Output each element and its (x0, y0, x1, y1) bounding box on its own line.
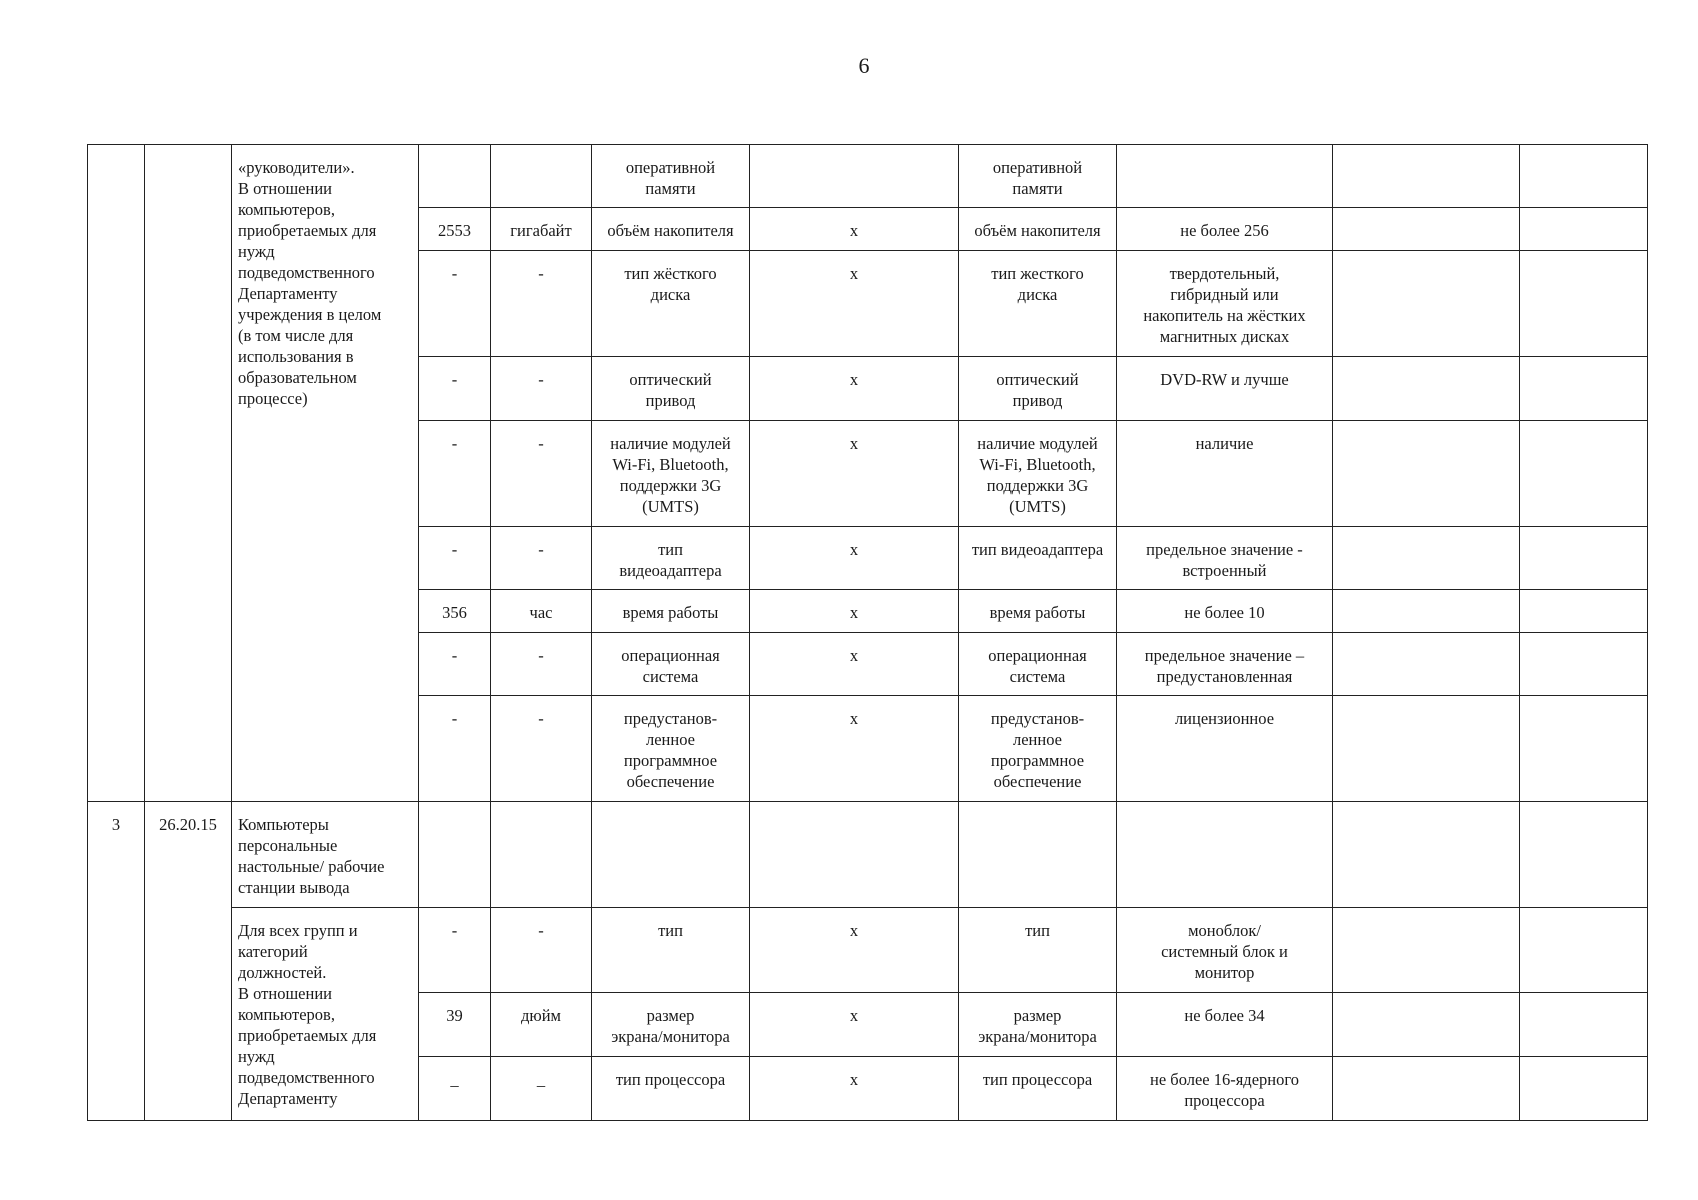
characteristic2-cell: объём накопителя (959, 208, 1117, 251)
empty-cell (1333, 590, 1520, 633)
unit-cell: - (491, 908, 592, 993)
value-cell: x (750, 633, 959, 696)
empty-cell (1520, 696, 1648, 802)
code-cell: 356 (419, 590, 491, 633)
okpd-cell (145, 145, 232, 802)
value2-cell: предельное значение - встроенный (1117, 527, 1333, 590)
characteristic2-cell: оперативной памяти (959, 145, 1117, 208)
characteristic-cell: тип процессора (592, 1057, 750, 1121)
name-cell: Компьютеры персональные настольные/ рабочие станции вывода (232, 802, 419, 908)
value-cell (750, 145, 959, 208)
unit-cell: - (491, 527, 592, 590)
empty-cell (1333, 208, 1520, 251)
characteristic-cell: объём накопителя (592, 208, 750, 251)
empty-cell (1520, 208, 1648, 251)
unit-cell (491, 145, 592, 208)
code-cell: - (419, 633, 491, 696)
code-cell (419, 145, 491, 208)
unit-cell: гигабайт (491, 208, 592, 251)
empty-cell (1333, 696, 1520, 802)
code-cell: - (419, 357, 491, 421)
empty-cell (959, 802, 1117, 908)
empty-cell (1520, 421, 1648, 527)
value2-cell (1117, 145, 1333, 208)
characteristic-cell: оптический привод (592, 357, 750, 421)
value2-cell: твердотельный, гибридный или накопитель на жёстких магнитных дисках (1117, 251, 1333, 357)
characteristic2-cell: предустанов- ленное программное обеспечение (959, 696, 1117, 802)
unit-cell: - (491, 357, 592, 421)
value-cell: x (750, 590, 959, 633)
value2-cell: предельное значение – предустановленная (1117, 633, 1333, 696)
empty-cell (750, 802, 959, 908)
value2-cell: не более 10 (1117, 590, 1333, 633)
characteristic-cell: тип жёсткого диска (592, 251, 750, 357)
code-cell: - (419, 908, 491, 993)
unit-cell: _ (491, 1057, 592, 1121)
empty-cell (1333, 1057, 1520, 1121)
empty-cell (1333, 251, 1520, 357)
characteristic2-cell: размер экрана/монитора (959, 993, 1117, 1057)
value2-cell: не более 256 (1117, 208, 1333, 251)
empty-cell (1520, 251, 1648, 357)
description-cell: «руководители». В отношении компьютеров, приобретаемых для нужд подведомственного Департаменту учреждения в целом (в том числе для использования в образовательном процессе) (232, 145, 419, 802)
empty-cell (1520, 908, 1648, 993)
characteristic2-cell: оптический привод (959, 357, 1117, 421)
value-cell: x (750, 696, 959, 802)
code-cell: _ (419, 1057, 491, 1121)
number-cell: 3 (88, 802, 145, 1121)
code-cell: 2553 (419, 208, 491, 251)
characteristic-cell: размер экрана/монитора (592, 993, 750, 1057)
empty-cell (1520, 590, 1648, 633)
okpd-cell: 26.20.15 (145, 802, 232, 1121)
value-cell: x (750, 527, 959, 590)
page-number: 6 (858, 53, 870, 78)
empty-cell (491, 802, 592, 908)
empty-cell (1520, 802, 1648, 908)
characteristic-cell: оперативной памяти (592, 145, 750, 208)
requirements-table (87, 144, 1648, 1121)
characteristic-cell: время работы (592, 590, 750, 633)
value-cell: x (750, 208, 959, 251)
unit-cell: - (491, 421, 592, 527)
characteristic2-cell: тип процессора (959, 1057, 1117, 1121)
value-cell: x (750, 1057, 959, 1121)
empty-cell (1520, 633, 1648, 696)
value2-cell: не более 34 (1117, 993, 1333, 1057)
value2-cell: DVD-RW и лучше (1117, 357, 1333, 421)
empty-cell (1520, 993, 1648, 1057)
group-description-cell: Для всех групп и категорий должностей. В отношении компьютеров, приобретаемых для нужд подведомственного Департаменту (232, 908, 419, 1121)
empty-cell (1333, 908, 1520, 993)
code-cell: - (419, 696, 491, 802)
code-cell: - (419, 421, 491, 527)
characteristic-cell: предустанов- ленное программное обеспечение (592, 696, 750, 802)
characteristic2-cell: тип жесткого диска (959, 251, 1117, 357)
characteristic2-cell: операционная система (959, 633, 1117, 696)
empty-cell (1333, 633, 1520, 696)
characteristic2-cell: тип (959, 908, 1117, 993)
empty-cell (419, 802, 491, 908)
code-cell: - (419, 527, 491, 590)
value2-cell: наличие (1117, 421, 1333, 527)
table-row (88, 802, 1648, 908)
unit-cell: час (491, 590, 592, 633)
empty-cell (1520, 527, 1648, 590)
empty-cell (1333, 421, 1520, 527)
code-cell: - (419, 251, 491, 357)
empty-cell (1333, 993, 1520, 1057)
empty-cell (1520, 145, 1648, 208)
value-cell: x (750, 251, 959, 357)
unit-cell: - (491, 633, 592, 696)
table-row (88, 145, 1648, 208)
value-cell: x (750, 421, 959, 527)
table-row (88, 908, 1648, 993)
unit-cell: дюйм (491, 993, 592, 1057)
empty-cell (592, 802, 750, 908)
value-cell: x (750, 357, 959, 421)
value2-cell: не более 16-ядерного процессора (1117, 1057, 1333, 1121)
empty-cell (1333, 802, 1520, 908)
value-cell: x (750, 908, 959, 993)
characteristic-cell: тип (592, 908, 750, 993)
value2-cell: лицензионное (1117, 696, 1333, 802)
empty-cell (1117, 802, 1333, 908)
empty-cell (1333, 357, 1520, 421)
characteristic2-cell: время работы (959, 590, 1117, 633)
empty-cell (1333, 527, 1520, 590)
empty-cell (1520, 1057, 1648, 1121)
unit-cell: - (491, 696, 592, 802)
code-cell: 39 (419, 993, 491, 1057)
empty-cell (1520, 357, 1648, 421)
characteristic-cell: наличие модулей Wi-Fi, Bluetooth, поддержки 3G (UMTS) (592, 421, 750, 527)
value2-cell: моноблок/ системный блок и монитор (1117, 908, 1333, 993)
characteristic-cell: тип видеоадаптера (592, 527, 750, 590)
value-cell: x (750, 993, 959, 1057)
number-cell (88, 145, 145, 802)
unit-cell: - (491, 251, 592, 357)
characteristic2-cell: наличие модулей Wi-Fi, Bluetooth, поддержки 3G (UMTS) (959, 421, 1117, 527)
empty-cell (1333, 145, 1520, 208)
characteristic-cell: операционная система (592, 633, 750, 696)
characteristic2-cell: тип видеоадаптера (959, 527, 1117, 590)
